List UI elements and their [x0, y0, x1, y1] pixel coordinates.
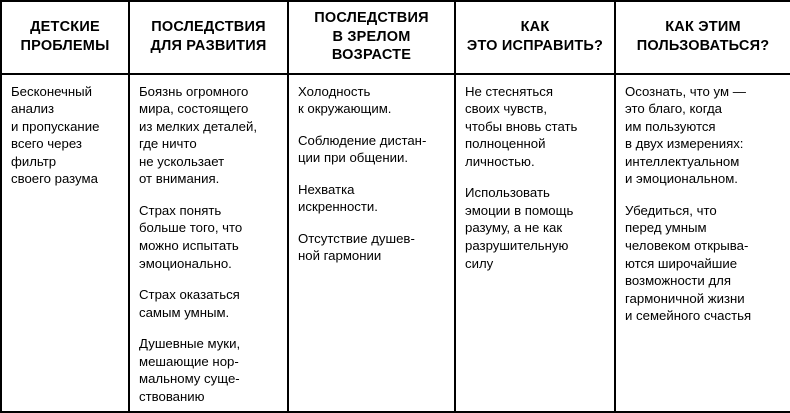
cell-line: к окружающим. — [298, 101, 392, 117]
cell-line: не ускользает — [139, 153, 225, 169]
cell-line: разуму, а не как — [465, 220, 563, 236]
cell-line: ции при общении. — [298, 150, 409, 166]
cell-line: фильтр — [11, 153, 57, 169]
cell-line: Осознать, что ум — — [625, 83, 746, 99]
cell-paragraph — [139, 202, 278, 272]
table-body — [1, 74, 790, 413]
cell-line: в двух измерениях: — [625, 136, 744, 152]
cell-line: ствованию — [139, 388, 205, 404]
header-line: В ЗРЕЛОМ — [332, 28, 411, 45]
cell-line: это благо, когда — [625, 101, 722, 117]
cell-line: личностью. — [465, 153, 535, 169]
cell-line: где ничто — [139, 136, 197, 152]
cell-line: эмоционально. — [139, 255, 232, 271]
header-line: ЭТО ИСПРАВИТЬ? — [466, 37, 604, 54]
header-line: КАК — [520, 19, 550, 36]
cell-line: Использовать — [465, 185, 550, 201]
cell-line: эмоции в помощь — [465, 202, 574, 218]
table-row — [1, 74, 790, 413]
cell-line: анализ — [11, 101, 55, 117]
cell-line: и эмоциональном. — [625, 171, 738, 187]
header-line: ВОЗРАСТЕ — [331, 47, 412, 64]
column-header-development-consequences — [129, 1, 288, 74]
column-header-how-to-use — [615, 1, 790, 74]
cell-line: самым умным. — [139, 304, 230, 320]
cell-paragraph — [139, 286, 278, 321]
cell-line: ются широчайшие — [625, 255, 738, 271]
cell-line: гармоничной жизни — [625, 290, 745, 306]
table-header-row — [1, 1, 790, 74]
cell-line: разрушительную — [465, 238, 569, 254]
cell-line: Нехватка — [298, 181, 355, 197]
cell-line: Отсутствие душев- — [298, 230, 415, 246]
cell-how-to-fix — [455, 74, 615, 413]
cell-line: силу — [465, 255, 494, 271]
cell-line: можно испытать — [139, 238, 239, 254]
cell-line: перед умным — [625, 220, 707, 236]
header-line: ДЕТСКИЕ — [30, 19, 100, 36]
cell-line: Убедиться, что — [625, 202, 717, 218]
cell-line: Холодность — [298, 83, 371, 99]
cell-line: ной гармонии — [298, 248, 382, 264]
cell-line: мешающие нор- — [139, 353, 239, 369]
header-line: ПРОБЛЕМЫ — [20, 37, 110, 54]
cell-paragraph — [139, 83, 278, 188]
header-line: ПОСЛЕДСТВИЯ — [151, 19, 266, 36]
cell-paragraph — [298, 132, 445, 167]
cell-development-consequences — [129, 74, 288, 413]
cell-line: своего разума — [11, 171, 98, 187]
cell-paragraph — [298, 181, 445, 216]
cell-paragraph — [465, 83, 605, 171]
header-line: ДЛЯ РАЗВИТИЯ — [150, 37, 267, 54]
cell-paragraph — [11, 83, 119, 188]
cell-line: чтобы вновь стать — [465, 118, 578, 134]
table-header-row-group — [1, 1, 790, 74]
cell-line: Не стесняться — [465, 83, 554, 99]
header-line: КАК ЭТИМ — [665, 19, 741, 36]
cell-line: больше того, что — [139, 220, 243, 236]
cell-line: им пользуются — [625, 118, 716, 134]
column-header-childhood-problems — [1, 1, 129, 74]
cell-paragraph — [298, 83, 445, 118]
cell-line: интеллектуальном — [625, 153, 740, 169]
cell-paragraph — [465, 184, 605, 272]
cell-line: из мелких деталей, — [139, 118, 258, 134]
cell-line: всего через — [11, 136, 82, 152]
cell-paragraph — [625, 202, 781, 325]
cell-paragraph — [298, 230, 445, 265]
cell-paragraph — [139, 335, 278, 405]
cell-line: мира, состоящего — [139, 101, 249, 117]
cell-line: Душевные муки, — [139, 336, 241, 352]
cell-line: и семейного счастья — [625, 308, 752, 324]
cell-line: Страх понять — [139, 202, 222, 218]
column-header-how-to-fix — [455, 1, 615, 74]
cell-line: Страх оказаться — [139, 287, 240, 303]
cell-line: мальному суще- — [139, 371, 240, 387]
cell-paragraph — [625, 83, 781, 188]
cell-line: возможности для — [625, 273, 731, 289]
cell-line: искренности. — [298, 199, 378, 215]
cell-line: от внимания. — [139, 171, 220, 187]
cell-line: Бесконечный — [11, 83, 93, 99]
header-line: ПОЛЬЗОВАТЬСЯ? — [636, 37, 770, 54]
cell-adult-consequences — [288, 74, 455, 413]
cell-childhood-problems — [1, 74, 129, 413]
cell-line: и пропускание — [11, 118, 100, 134]
cell-how-to-use — [615, 74, 790, 413]
cell-line: Боязнь огромного — [139, 83, 249, 99]
cell-line: Соблюдение дистан- — [298, 132, 427, 148]
cell-line: полноценной — [465, 136, 546, 152]
cell-line: своих чувств, — [465, 101, 548, 117]
column-header-adult-consequences — [288, 1, 455, 74]
header-line: ПОСЛЕДСТВИЯ — [314, 10, 429, 26]
cell-line: человеком открыва- — [625, 238, 749, 254]
